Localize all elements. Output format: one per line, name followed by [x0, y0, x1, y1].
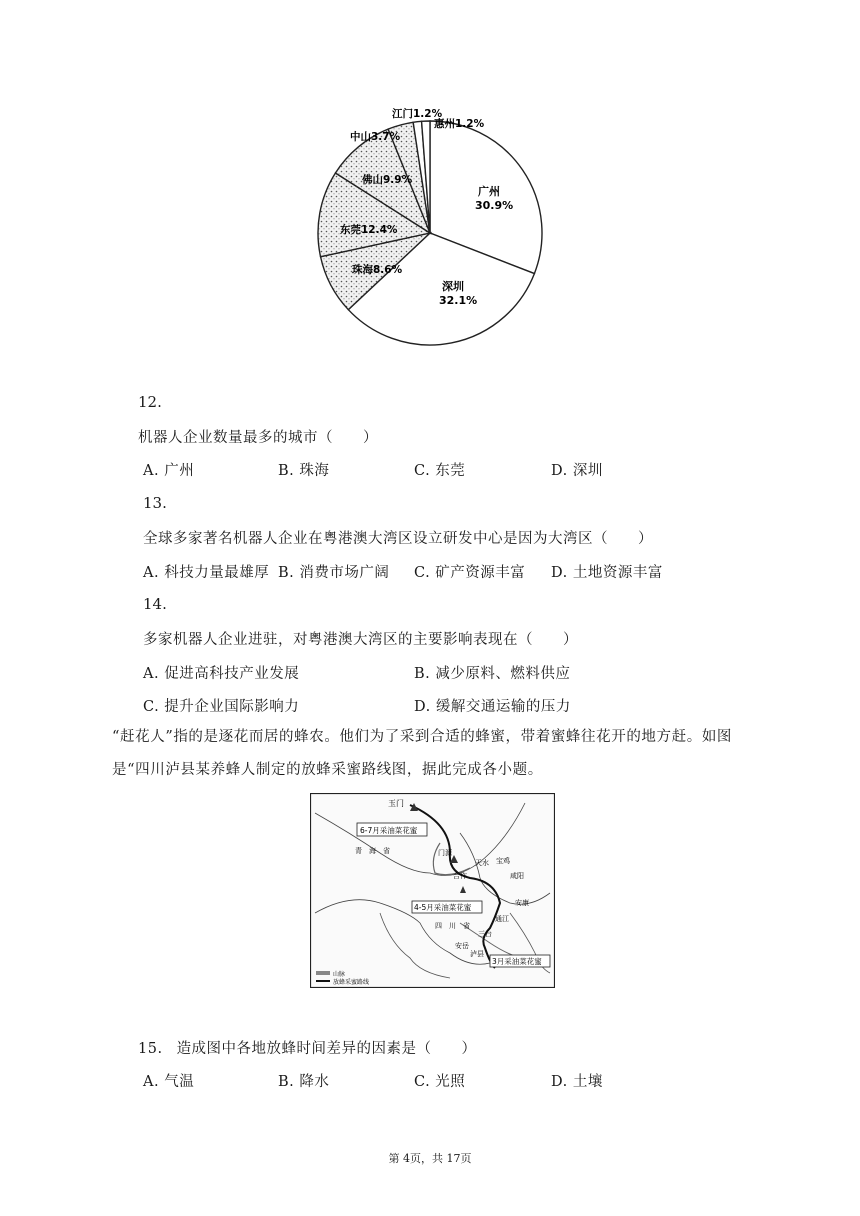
question-12-option-b[interactable]: B. 珠海	[278, 463, 330, 479]
map-label-box1: 6-7月采油菜花蜜	[360, 826, 418, 835]
question-13-number: 13.	[143, 494, 167, 512]
question-13-stem: 全球多家著名机器人企业在粤港澳大湾区设立研发中心是因为大湾区（ ）	[143, 531, 653, 547]
question-15-number: 15.	[138, 1041, 163, 1057]
pie-label-4: 佛山9.9%	[362, 174, 413, 186]
question-14-stem: 多家机器人企业进驻，对粤港澳大湾区的主要影响表现在（ ）	[143, 632, 578, 648]
pie-label-6: 江门1.2%	[392, 108, 443, 120]
pie-label-3: 东莞12.4%	[340, 224, 398, 236]
question-15-option-a[interactable]: A. 气温	[143, 1074, 195, 1090]
map-label-anyue: 安岳	[455, 942, 469, 950]
question-14-number: 14.	[143, 595, 167, 613]
page-footer: 第 4页，共 17页	[388, 1152, 472, 1165]
question-13-option-a[interactable]: A. 科技力量最雄厚	[143, 565, 270, 581]
pie-value-0: 30.9%	[475, 199, 514, 212]
map-label-yumen: 玉门	[388, 799, 404, 808]
question-12-option-d[interactable]: D. 深圳	[551, 463, 603, 479]
question-13-option-b[interactable]: B. 消费市场广阔	[278, 565, 390, 581]
question-13-option-c[interactable]: C. 矿产资源丰富	[414, 565, 526, 581]
question-15-option-c[interactable]: C. 光照	[414, 1074, 466, 1090]
map-label-sichuan: 四 川 省	[435, 922, 470, 930]
question-14-option-a[interactable]: A. 促进高科技产业发展	[143, 666, 300, 682]
question-12-option-a[interactable]: A. 广州	[143, 463, 195, 479]
question-12-option-c[interactable]: C. 东莞	[414, 463, 466, 479]
map-label-qinghai: 青 海 省	[355, 847, 390, 855]
map-label-ankang: 安康	[515, 899, 529, 907]
map-label-santai: 三台	[478, 930, 492, 938]
question-14-option-b[interactable]: B. 减少原料、燃料供应	[414, 666, 571, 682]
pie-value-1: 32.1%	[439, 294, 478, 307]
map-label-box3: 3月采油菜花蜜	[492, 957, 542, 966]
map-label-xianyang: 咸阳	[510, 872, 524, 880]
question-15-option-b[interactable]: B. 降水	[278, 1074, 330, 1090]
map-label-tianshui: 天水	[475, 859, 489, 867]
map-label-luxian: 泸县	[470, 950, 484, 958]
question-13-option-d[interactable]: D. 土地资源丰富	[551, 565, 663, 581]
map-label-box2: 4-5月采油菜花蜜	[414, 903, 472, 912]
pie-label-2: 珠海8.6%	[352, 264, 403, 276]
question-12-number: 12.	[138, 393, 162, 411]
map-legend-route: 放蜂采蜜路线	[333, 979, 370, 986]
map-legend-mountain: 山脉	[333, 971, 346, 978]
pie-label-5: 中山3.7%	[350, 131, 401, 143]
map-label-hezuo: 合作	[453, 872, 467, 880]
map-label-tongjiang: 通江	[495, 915, 509, 923]
question-12-stem: 机器人企业数量最多的城市（ ）	[138, 430, 378, 446]
question-15-option-d[interactable]: D. 土壤	[551, 1074, 603, 1090]
question-14-option-d[interactable]: D. 缓解交通运输的压力	[414, 699, 571, 715]
beekeeping-route-map	[310, 793, 555, 988]
question-15-stem: 造成图中各地放蜂时间差异的因素是（ ）	[176, 1041, 477, 1057]
pie-label-1: 深圳	[442, 280, 464, 293]
pie-label-7: 惠州1.2%	[434, 118, 485, 130]
map-label-menyuan: 门源	[438, 849, 452, 857]
question-14-option-c[interactable]: C. 提升企业国际影响力	[143, 699, 300, 715]
pie-chart	[300, 95, 560, 355]
question-15-line	[138, 1037, 477, 1058]
pie-label-0: 广州	[478, 185, 500, 198]
map-label-baoji: 宝鸡	[496, 857, 510, 865]
passage-text: “赶花人”指的是逐花而居的蜂农。他们为了采到合适的蜂蜜，带着蜜蜂往花开的地方赶。如图是“四川泸县某养蜂人制定的放蜂采蜜路线图，据此完成各小题。	[112, 729, 733, 778]
